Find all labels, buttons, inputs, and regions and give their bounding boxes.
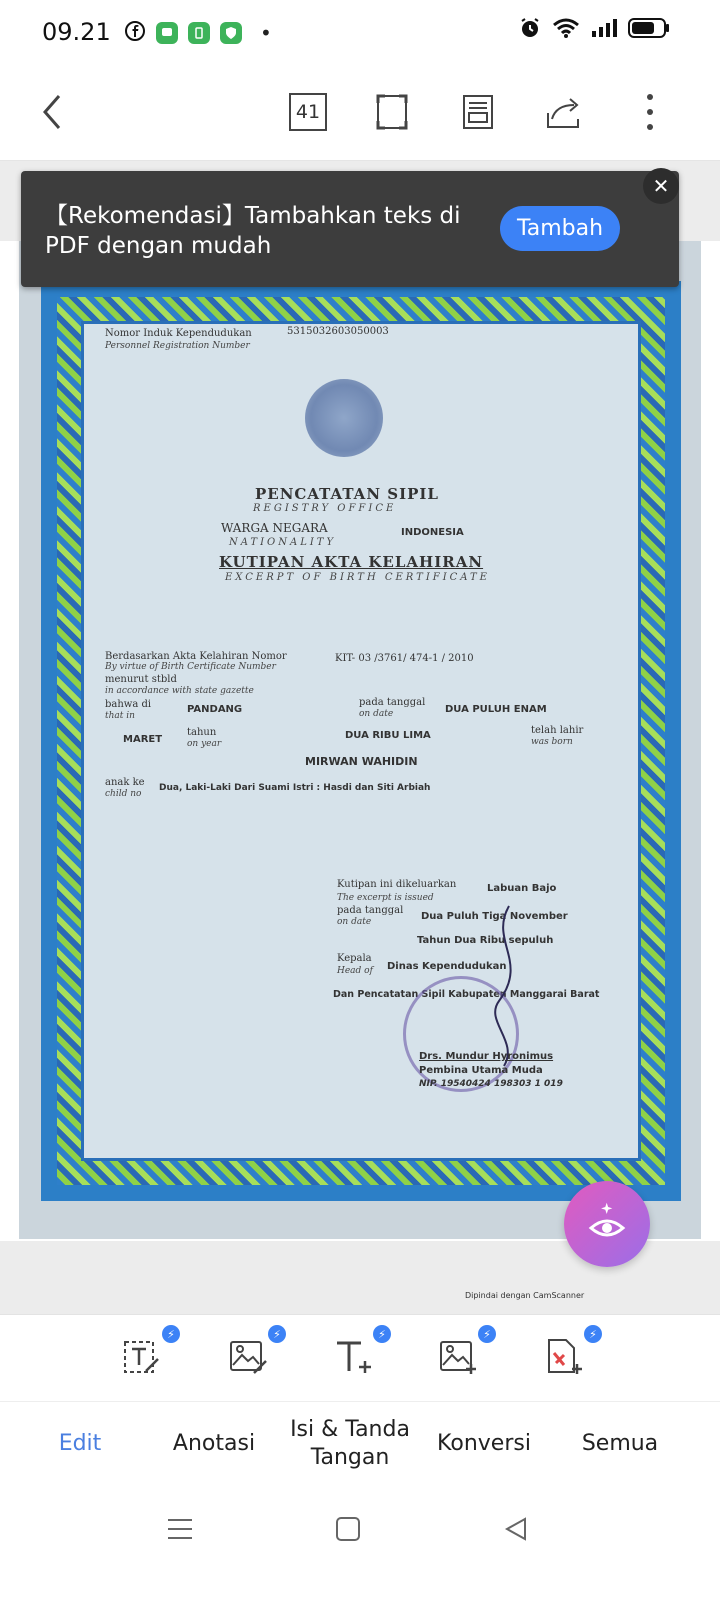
month-value: MARET [123,734,163,745]
page-layout-button[interactable] [454,88,502,136]
issued-date-label: pada tanggal [337,905,404,916]
basis-label: Berdasarkan Akta Kelahiran Nomor [105,651,287,662]
document-title: KUTIPAN AKTA KELAHIRAN [219,553,484,571]
back-arrow-icon [37,92,67,132]
messages-app-icon [156,22,178,44]
stbld-label: menurut stbld [105,674,177,685]
battery-icon [628,17,670,43]
system-navigation-bar [0,1485,720,1612]
recent-apps-button[interactable] [160,1509,200,1549]
birth-certificate-scan [19,241,701,1239]
head-label-en: Head of [337,966,373,976]
edit-text-icon [122,1337,162,1377]
child-order-label-en: child no [105,789,142,799]
head-value: Dinas Kependudukan [387,961,507,972]
add-image-icon [438,1337,478,1377]
born-label: telah lahir [531,725,584,736]
year-label-en: on year [187,739,222,749]
facebook-icon [124,20,146,46]
issued-date-value: Dua Puluh Tiga November [421,911,568,922]
nationality-label: WARGA NEGARA [221,521,328,535]
back-triangle-icon [503,1516,529,1542]
status-time: 09.21 [42,18,111,46]
signature-mark [479,901,539,1071]
add-text-tool[interactable] [333,1327,386,1381]
page-count-button[interactable] [284,88,332,136]
issued-label-en: The excerpt is issued [337,893,434,903]
place-label: bahwa di [105,699,152,710]
status-bar [0,0,720,64]
garuda-emblem [305,379,383,457]
nik-value: 5315032603050003 [287,326,389,337]
fullscreen-button[interactable] [368,88,416,136]
pdf-page [0,241,720,1300]
share-icon [544,93,584,131]
basis-label-en: By virtue of Birth Certificate Number [105,662,276,672]
child-name: MIRWAN WAHIDIN [305,755,418,768]
date-value: DUA PULUH ENAM [445,704,547,715]
edit-image-icon [228,1337,268,1377]
nik-label-en: Personnel Registration Number [105,341,250,351]
wifi-icon [552,17,580,43]
sparkle-eye-icon [585,1202,629,1246]
ai-badge-icon: ⚡ [268,1325,286,1343]
ai-badge-icon: ⚡ [584,1325,602,1343]
add-text-icon [333,1337,373,1377]
document-pen-icon [544,1337,584,1377]
year-value: DUA RIBU LIMA [345,730,431,741]
more-options-button[interactable] [626,88,674,136]
official-name: Drs. Mundur Hyronimus [419,1051,554,1062]
home-button[interactable] [328,1509,368,1549]
alarm-icon [518,16,542,44]
ai-badge-icon: ⚡ [162,1325,180,1343]
tab-edit[interactable]: Edit [58,1431,102,1456]
year-label: tahun [187,727,217,738]
notification-icons [124,20,272,46]
issued-label: Kutipan ini dikeluarkan [337,879,457,890]
child-order-value: Dua, Laki-Laki Dari Suami Istri : Hasdi dan Siti Arbiah [159,783,431,793]
system-back-button[interactable] [496,1509,536,1549]
ai-badge-icon: ⚡ [478,1325,496,1343]
more-notifications-dot: • [260,21,272,45]
tab-convert[interactable]: Konversi [437,1431,531,1456]
date-label: pada tanggal [359,697,426,708]
recommendation-banner [21,171,679,287]
edit-text-tool[interactable] [122,1327,175,1381]
basis-value: KIT- 03 /3761/ 474-1 / 2010 [335,653,474,664]
tab-fill-sign[interactable]: Isi & Tanda Tangan [290,1417,410,1470]
ai-badge-icon: ⚡ [373,1325,391,1343]
home-square-icon [335,1516,361,1542]
date-label-en: on date [359,709,394,719]
bottom-tabs [0,1401,720,1486]
add-image-tool[interactable] [438,1327,491,1381]
issued-place: Labuan Bajo [487,883,557,894]
fullscreen-icon [375,93,409,131]
security-app-icon [220,22,242,44]
close-icon: ✕ [652,174,670,198]
share-button[interactable] [540,88,588,136]
menu-icon [167,1517,193,1541]
place-value: PANDANG [187,704,243,715]
official-rank: Pembina Utama Muda [419,1065,543,1076]
issued-date-label-en: on date [337,917,372,927]
department-value: Dan Pencatatan Sipil Kabupaten Manggarai Barat [333,989,600,1000]
page-count: 41 [289,93,327,131]
page-layout-icon [461,93,495,131]
back-button[interactable] [28,88,76,136]
office-subtitle: REGISTRY OFFICE [253,503,397,514]
child-order-label: anak ke [105,777,145,788]
place-label-en: that in [105,711,135,721]
stbld-label-en: in accordance with state gazette [105,686,254,696]
viewer-toolbar [0,64,720,161]
add-text-button[interactable]: Tambah [500,206,620,251]
battery-saver-app-icon [188,22,210,44]
document-viewport[interactable] [0,161,720,1353]
document-subtitle: EXCERPT OF BIRTH CERTIFICATE [225,572,490,583]
signal-icon [590,17,618,43]
head-label: Kepala [337,953,372,964]
banner-close-button[interactable] [643,168,679,204]
system-icons [518,16,670,44]
official-nip: NIP. 19540424 198303 1 019 [419,1079,563,1089]
more-vertical-icon [645,92,655,132]
nationality-value: INDONESIA [401,527,464,538]
edit-tools-row [0,1314,720,1401]
eye-care-fab[interactable] [564,1181,650,1267]
born-label-en: was born [531,737,573,747]
edit-image-tool[interactable] [228,1327,281,1381]
office-title: PENCATATAN SIPIL [255,485,439,503]
nik-label: Nomor Induk Kependudukan [105,328,252,339]
banner-text: 【Rekomendasi】Tambahkan teks di PDF dengan mudah [45,203,461,259]
tab-all[interactable]: Semua [581,1431,659,1456]
scanner-watermark: Dipindai dengan CamScanner [465,1291,585,1300]
nationality-subtitle: NATIONALITY [229,537,337,548]
tab-annotate[interactable]: Anotasi [172,1431,256,1456]
issued-year-value: Tahun Dua Ribu sepuluh [417,935,554,946]
add-signature-tool[interactable] [544,1327,597,1381]
